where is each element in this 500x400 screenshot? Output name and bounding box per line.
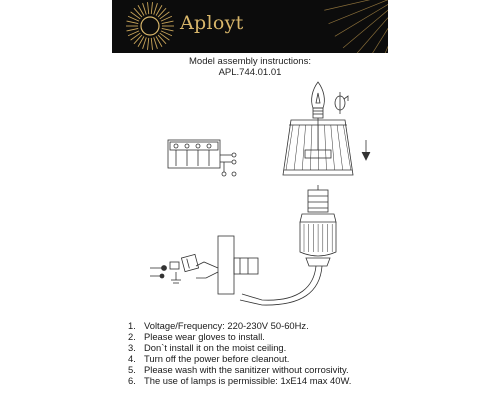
instruction-text: Please wash with the sanitizer without corrosivity. [144,364,349,375]
candle-bulb [312,82,325,118]
instruction-text: Don`t install it on the moist ceiling. [144,342,287,353]
instruction-item [128,320,351,331]
instruction-number: 5. [128,364,136,375]
instruction-number: 2. [128,331,136,342]
brand-name: Aployt [180,12,244,34]
instruction-item [128,375,351,386]
screw-icon [150,266,167,279]
instruction-number: 4. [128,353,136,364]
wall-plate [196,236,258,294]
model-number: APL.744.01.01 [218,67,282,78]
instruction-item [128,353,351,364]
terminal-block [168,140,236,176]
lamp-holder [300,185,336,266]
instruction-number: 3. [128,342,136,353]
down-arrow-icon [362,140,370,160]
instruction-number: 6. [128,375,136,386]
rotate-icon [335,92,348,114]
mounting-bracket [170,254,199,271]
instruction-text: Voltage/Frequency: 220-230V 50-60Hz. [144,320,309,331]
instruction-list [128,320,351,386]
page-title: Model assembly instructions: [189,56,311,67]
instruction-text: Turn off the power before cleanout. [144,353,290,364]
instruction-item [128,364,351,375]
instruction-number: 1. [128,320,136,331]
instruction-item [128,342,351,353]
ground-symbol-icon [171,272,181,283]
lampshade [283,118,353,175]
curved-arm [240,266,322,305]
instruction-text: The use of lamps is permissible: 1xE14 max 40W. [144,375,352,386]
instruction-item [128,331,351,342]
instruction-text: Please wear gloves to install. [144,331,265,342]
